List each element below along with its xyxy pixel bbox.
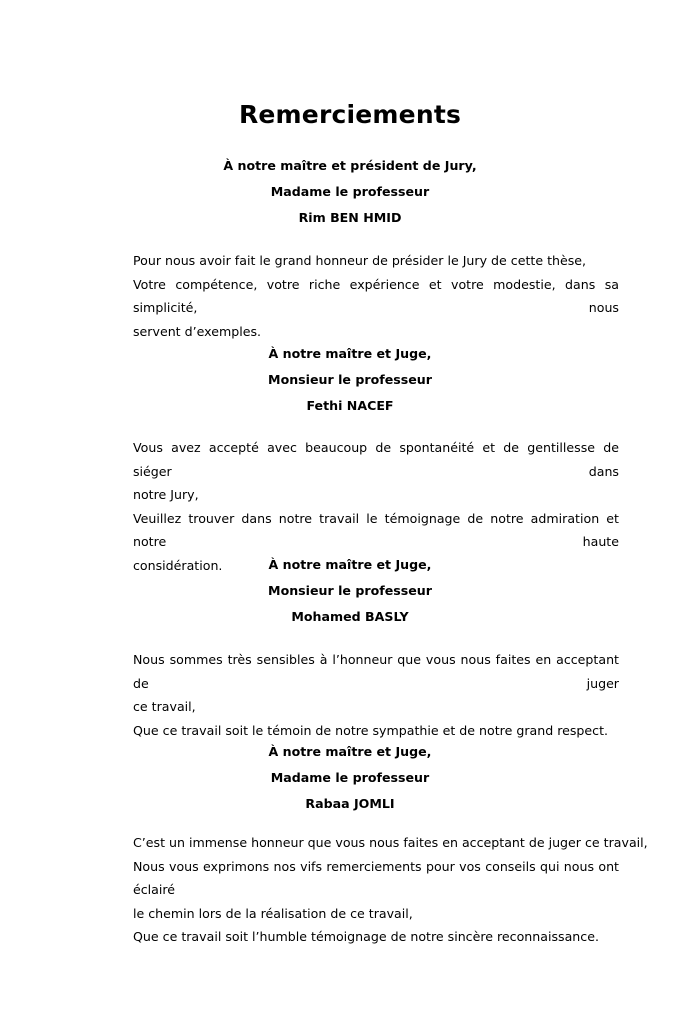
dedication-line: Monsieur le professeur bbox=[268, 372, 432, 387]
dedication-judge-nacef bbox=[0, 341, 700, 419]
dedication-president bbox=[0, 153, 700, 231]
paragraph-line: Que ce travail soit le témoin de notre sympathie et de notre grand respect. bbox=[133, 722, 609, 738]
paragraph-line: Vous avez accepté avec beaucoup de spontanéité et de gentillesse de siéger dans bbox=[133, 440, 619, 479]
dedication-line: À notre maître et président de Jury, bbox=[223, 158, 477, 173]
paragraph-line: ce travail, bbox=[133, 699, 196, 714]
paragraph-judge-jomli bbox=[133, 831, 648, 949]
paragraph-line: servent d’exemples. bbox=[133, 323, 262, 339]
page-title: Remerciements bbox=[238, 100, 462, 129]
dedication-line: À notre maître et Juge, bbox=[268, 346, 432, 361]
dedication-name: Rabaa JOMLI bbox=[305, 796, 395, 811]
paragraph-line: C’est un immense honneur que vous nous faites en acceptant de juger ce travail, bbox=[133, 835, 648, 850]
paragraph-president bbox=[133, 249, 619, 343]
dedication-line: À notre maître et Juge, bbox=[268, 557, 432, 572]
dedication-line: Monsieur le professeur bbox=[268, 583, 432, 598]
dedication-name: Mohamed BASLY bbox=[291, 609, 409, 624]
dedication-line: Madame le professeur bbox=[270, 184, 430, 199]
paragraph-line: Pour nous avoir fait le grand honneur de présider le Jury de cette thèse, bbox=[133, 253, 587, 268]
dedication-judge-jomli bbox=[0, 739, 700, 817]
paragraph-line: notre Jury, bbox=[133, 487, 199, 502]
paragraph-line: Nous vous exprimons nos vifs remerciements pour vos conseils qui nous ont éclairé bbox=[133, 858, 619, 897]
dedication-name: Fethi NACEF bbox=[306, 398, 394, 413]
paragraph-line: Que ce travail soit l’humble témoignage de notre sincère reconnaissance. bbox=[133, 929, 599, 944]
dedication-line: Madame le professeur bbox=[270, 770, 430, 785]
paragraph-line: Veuillez trouver dans notre travail le témoignage de notre admiration et notre haute bbox=[133, 510, 619, 549]
dedication-judge-basly bbox=[0, 552, 700, 630]
dedication-line: À notre maître et Juge, bbox=[268, 744, 432, 759]
paragraph-line: considération. bbox=[133, 557, 223, 573]
paragraph-line: Votre compétence, votre riche expérience et votre modestie, dans sa simplicité, nous bbox=[133, 276, 619, 315]
paragraph-judge-basly bbox=[133, 648, 619, 742]
paragraph-line: Nous sommes très sensibles à l’honneur que vous nous faites en acceptant de juger bbox=[133, 652, 619, 691]
paragraph-line: le chemin lors de la réalisation de ce travail, bbox=[133, 905, 413, 921]
dedication-name: Rim BEN HMID bbox=[298, 210, 402, 225]
